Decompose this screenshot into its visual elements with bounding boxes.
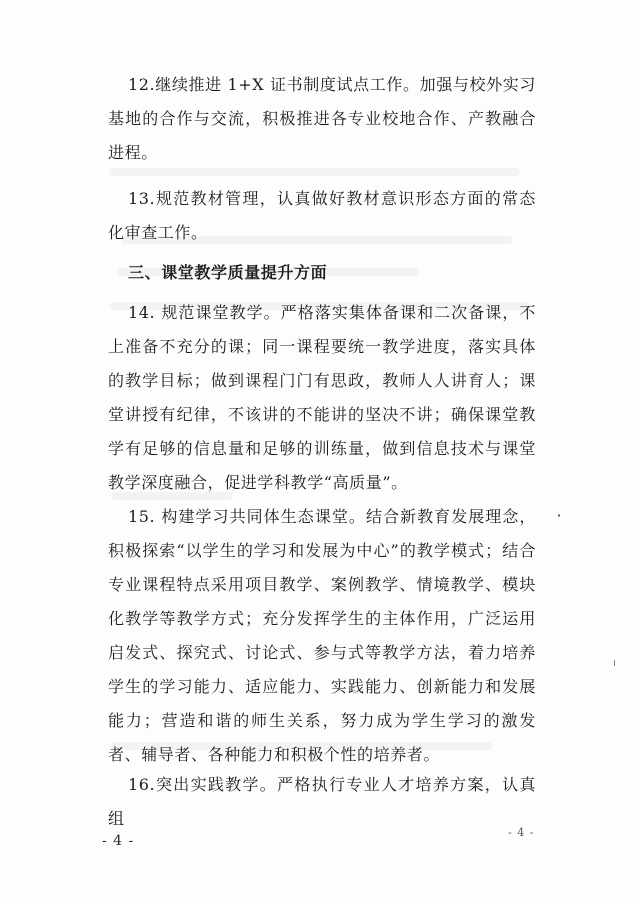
- scan-speck: [614, 660, 615, 666]
- paragraph-16: 16.突出实践教学。严格执行专业人才培养方案，认真组: [108, 775, 536, 828]
- paragraph-15: 15. 构建学习共同体生态课堂。结合新教育发展理念，积极探索“以学生的学习和发展为中心”的教学模式；结合专业课程特点采用项目教学、案例教学、情境教学、模块化教学等教学方式；充分发挥学生的主体作用，广泛运用启发式、探究式、讨论式、参与式等教学方法，着力培养学生的学习能力、适应能力、实践能力、创新能力和发展能力；营造和谐的师生关系，努力成为学生学习的激发者、辅导者、各种能力和积极个性的培养者。: [108, 507, 536, 764]
- scan-speck: [558, 514, 560, 517]
- paragraph-13: 13.规范教材管理，认真做好教材意识形态方面的常态化审查工作。: [108, 189, 536, 242]
- paragraph-14: 14. 规范课堂教学。严格落实集体备课和二次备课，不上准备不充分的课；同一课程要统一教学进度，落实具体的教学目标；做到课程门门有思政，教师人人讲育人；课堂讲授有纪律，不该讲的不能讲的坚决不讲；确保课堂教学有足够的信息量和足够的训练量，做到信息技术与课堂教学深度融合，促进学科教学“高质量”。: [108, 303, 536, 492]
- page-number-left: - 4 -: [102, 833, 135, 849]
- page-number-right: - 4 -: [508, 826, 535, 839]
- paragraph-12: 12.继续推进 1+X 证书制度试点工作。加强与校外实习基地的合作与交流，积极推进各专业校地合作、产教融合进程。: [108, 75, 536, 162]
- section-heading: 三、课堂教学质量提升方面: [128, 263, 328, 282]
